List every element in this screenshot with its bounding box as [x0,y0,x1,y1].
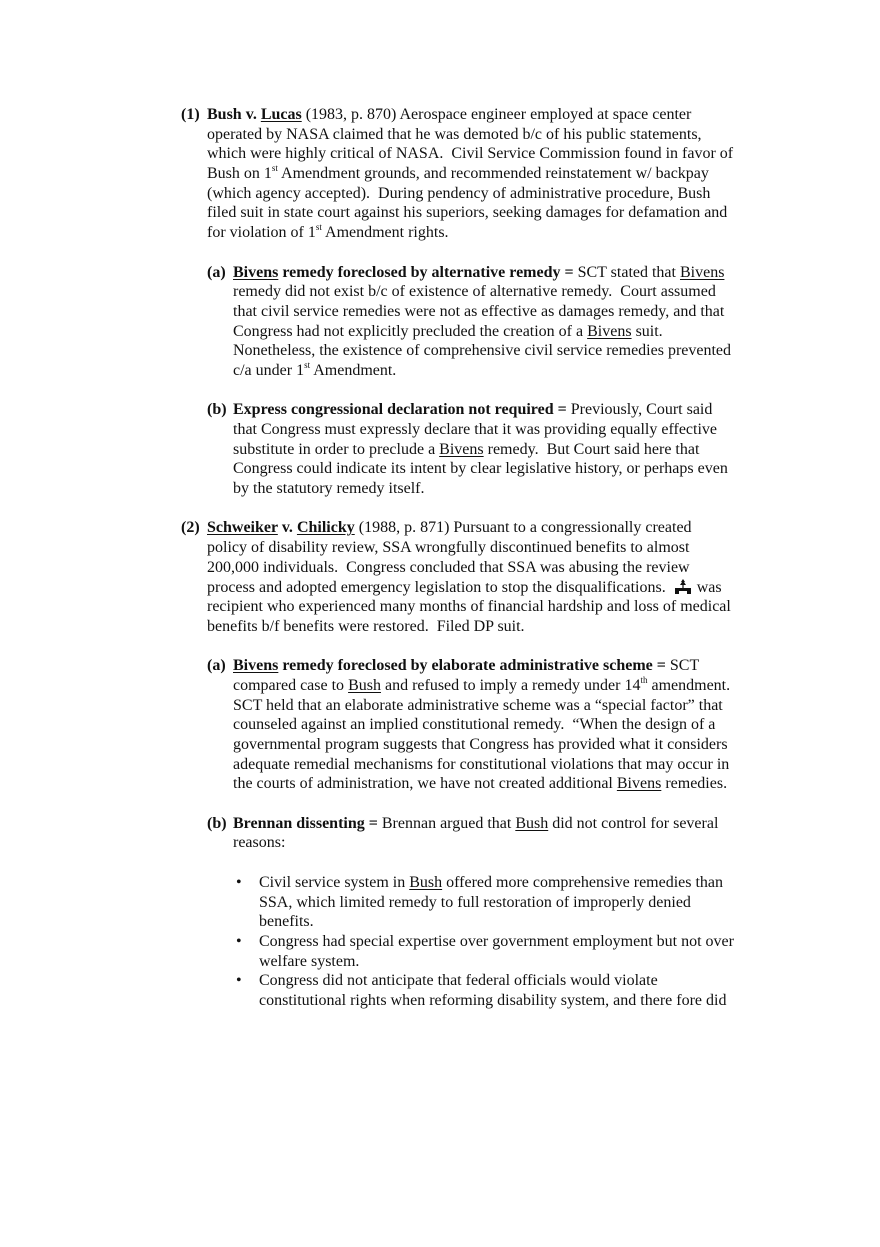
outline-label: (b) [207,814,227,832]
text-line [207,518,880,538]
text-run: v. [277,519,297,537]
text-run: filed suit in state court against his superiors, seeking damages for defamation and [207,204,728,222]
text-run: operated by NASA claimed that he was demoted b/c of his public statements, [207,125,702,143]
text-line [207,578,880,598]
text-line [233,263,880,283]
outline-label: (a) [207,657,226,675]
text-run: offered more comprehensive remedies than [442,873,724,891]
text-run: remedy foreclosed by elaborate administrative scheme = [278,657,670,675]
dissent-reason-2 [0,932,880,971]
case-2-point-b [0,814,880,853]
dissent-reason-3 [0,971,880,1010]
text-run: and refused to imply a remedy under 14 [380,676,641,694]
text-run: governmental program suggests that Congress has provided what it considers [233,736,728,753]
text-line [233,833,880,853]
text-run: Bush v. [207,106,261,123]
text-run: Express congressional declaration not required = [233,401,571,419]
superscript: st [271,163,278,174]
text-run: Amendment. [310,361,397,379]
text-line [207,597,880,617]
superscript: th [640,674,648,685]
text-run: welfare system. [259,952,360,970]
outline-label: (2) [181,519,200,537]
text-run: that Congress must expressly declare that it was providing equally effective [233,421,718,438]
text-line [233,814,880,834]
superscript: st [315,222,322,233]
case-1-point-b [0,400,880,498]
case-name: Bivens [233,657,279,675]
text-line [233,715,880,735]
text-run: compared case to [233,676,349,694]
text-run: SCT stated that [577,263,680,281]
text-line [233,400,880,420]
text-run: reasons: [233,834,286,852]
text-run: Brennan dissenting = [233,814,382,832]
text-line [233,479,880,499]
text-line [259,893,880,913]
text-line [233,341,880,361]
text-line [207,184,880,204]
case-name: Bush [515,814,549,832]
text-line [207,105,880,125]
text-run: counseled against an implied constitutional remedy. “When the design of a [233,716,716,734]
text-line [233,302,880,322]
text-line [259,952,880,972]
text-line [259,971,880,991]
text-run: the courts of administration, we have not created additional [233,775,617,793]
document-page [0,105,880,1011]
text-line [207,617,880,637]
text-run: Congress could indicate its intent by clear legislative history, or perhaps even [233,460,728,478]
text-line [233,656,880,676]
text-line [233,361,880,381]
text-run: recipient who experienced many months of financial hardship and loss of medical [207,598,731,616]
bullet-marker: • [236,873,242,891]
text-run: Congress did not anticipate that federal officials would violate [259,972,658,990]
case-name: Bivens [616,775,662,793]
case-2-point-a [0,656,880,794]
text-line [233,735,880,755]
case-name: Bivens [587,322,632,340]
case-1-bush-v-lucas [0,105,880,243]
case-name: Bush [348,676,381,694]
plaintiff-symbol-icon [674,579,692,595]
text-run: adequate remedial mechanisms for constitutional violations that may occur in [233,755,730,773]
text-run: Brennan argued that [381,814,516,832]
text-run: by the statutory remedy itself. [233,480,425,498]
text-line [233,676,880,696]
text-run: remedy did not exist b/c of existence of alternative remedy. Court assumed [233,283,716,301]
text-line [207,223,880,243]
text-line [259,873,880,893]
text-line [233,755,880,775]
text-run: Amendment grounds, and recommended reinstatement w/ backpay [277,165,709,183]
text-line [259,932,880,952]
outline-label: (1) [181,106,200,123]
text-run: Congress had special expertise over government employment but not over [259,932,734,950]
text-run: remedy foreclosed by alternative remedy = [278,263,578,281]
text-run: Congress had not explicitly precluded the creation of a [233,322,588,340]
text-run: benefits b/f benefits were restored. Filed DP suit. [207,617,525,635]
text-run: remedies. [661,775,728,793]
text-run: (1983, p. 870) Aerospace engineer employed at space center [301,106,692,123]
text-run: amendment. [647,676,731,694]
bullet-marker: • [236,932,242,950]
case-name: Bivens [233,263,279,281]
text-run: Bush on 1 [207,165,272,183]
bullet-marker: • [236,972,242,990]
text-run: benefits. [259,913,314,931]
text-run: Previously, Court said [570,401,713,419]
text-line [233,459,880,479]
text-run: which were highly critical of NASA. Civil Service Commission found in favor of [207,145,734,163]
text-run: Amendment rights. [321,224,449,242]
case-1-point-a [0,263,880,381]
case-name: Bivens [439,440,484,458]
case-name: Bush [409,873,443,891]
text-run: 200,000 individuals. Congress concluded that SSA was abusing the review [207,558,690,576]
text-line [207,203,880,223]
text-line [207,558,880,578]
text-line [207,538,880,558]
text-run: did not control for several [548,814,719,832]
text-run: Nonetheless, the existence of comprehensive civil service remedies prevented [233,342,732,360]
text-line [259,991,880,1011]
text-line [233,420,880,440]
text-run: remedy. But Court said here that [483,440,700,458]
case-name: Bivens [679,263,725,281]
text-line [233,322,880,342]
text-run: c/a under 1 [233,361,305,379]
text-line [233,696,880,716]
text-line [233,440,880,460]
text-line [259,912,880,932]
case-name: Schweiker [207,519,278,537]
text-run: SCT held that an elaborate administrative scheme was a “special factor” that [233,696,723,714]
dissent-reason-1 [0,873,880,932]
superscript: st [304,359,311,370]
text-line [233,282,880,302]
text-run: for violation of 1 [207,224,316,242]
case-2-schweiker-v-chilicky [0,518,880,636]
text-run: was [692,578,722,596]
text-line [207,125,880,145]
text-line [233,774,880,794]
text-run: SCT [669,657,700,675]
text-line [207,164,880,184]
outline-label: (b) [207,401,227,419]
text-line [207,144,880,164]
text-run: (which agency accepted). During pendency of administrative procedure, Bush [207,184,711,202]
text-run: (1988, p. 871) Pursuant to a congressionally created [354,519,692,537]
text-run: SSA, which limited remedy to full restoration of improperly denied [259,893,691,911]
outline-label: (a) [207,263,226,281]
text-run: process and adopted emergency legislation to stop the disqualifications. [207,578,674,596]
text-run: constitutional rights when reforming disability system, and there fore did [259,991,727,1009]
case-name: Chilicky [296,519,355,537]
text-run: that civil service remedies were not as effective as damages remedy, and that [233,302,725,320]
text-run: policy of disability review, SSA wrongfully discontinued benefits to almost [207,539,690,557]
case-name: Lucas [260,106,302,123]
text-run: Civil service system in [259,873,410,891]
text-run: suit. [631,322,663,340]
text-run: substitute in order to preclude a [233,440,440,458]
